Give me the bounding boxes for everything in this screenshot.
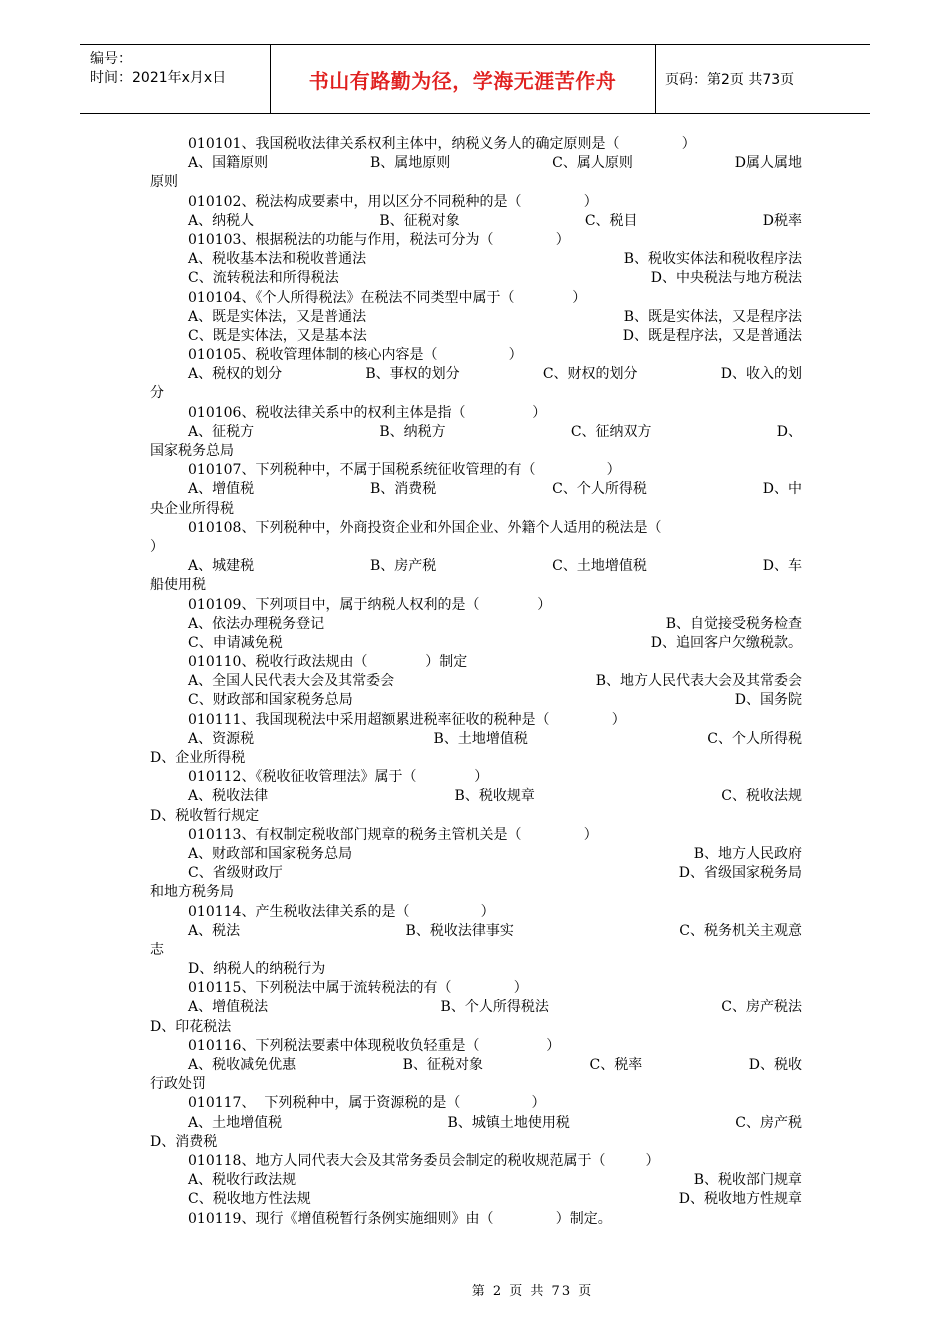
- continuation-text: 行政处罚: [150, 1076, 206, 1093]
- question-text: 010118、地方人同代表大会及其常务委员会制定的税收规范属于（ ）: [188, 1152, 660, 1169]
- header-motto: 书山有路勤为径，学海无涯苦作舟: [308, 68, 617, 93]
- option-text: A、税收法律: [188, 788, 269, 805]
- option-text: C、税率: [589, 1057, 643, 1073]
- option-text: D属人属地: [734, 155, 802, 172]
- option-row-inner: [188, 1171, 802, 1190]
- option-row: [150, 269, 802, 288]
- option-row: [150, 250, 802, 269]
- option-text: A、税法: [188, 922, 241, 939]
- option-text: B、房产税: [370, 558, 437, 575]
- option-text: A、纳税人: [188, 212, 255, 229]
- continuation-text: 央企业所得税: [150, 500, 234, 517]
- continuation-text: 分: [150, 385, 164, 402]
- option-row: [150, 308, 802, 327]
- option-text: B、税收法律事实: [405, 922, 514, 939]
- page-footer: [0, 1280, 950, 1299]
- option-row: [150, 672, 802, 691]
- option-text: A、土地增值税: [188, 1114, 283, 1131]
- question-list: [150, 135, 802, 1229]
- option-text: C、税目: [584, 212, 638, 229]
- option-text: D、: [776, 423, 802, 440]
- option-row-inner: [188, 864, 802, 883]
- option-row-inner: [188, 845, 802, 864]
- option-text: D、税收: [748, 1057, 802, 1073]
- option-text: C、申请减免税: [188, 634, 283, 651]
- option-text: D、中: [762, 481, 802, 498]
- option-row-inner: [188, 1056, 802, 1075]
- option-row-inner: [188, 365, 802, 384]
- question-text: 010102、税法构成要素中，用以区分不同税种的是（ ）: [188, 193, 598, 210]
- option-row-inner: [188, 1114, 802, 1133]
- option-row: [150, 691, 802, 710]
- option-row-inner: [188, 154, 802, 173]
- option-text: B、地方人民代表大会及其常委会: [595, 673, 802, 690]
- footer-page-number: 第 2 页 共 73 页: [471, 1284, 594, 1299]
- option-row-inner: [188, 327, 802, 346]
- option-row-inner: [188, 308, 802, 327]
- option-text: A、增值税: [188, 481, 255, 498]
- option-text: A、税收基本法和税收普通法: [188, 251, 367, 268]
- option-text: D税率: [762, 212, 802, 229]
- option-text: A、国籍原则: [188, 155, 269, 172]
- question-text: 010109、下列项目中，属于纳税人权利的是（ ）: [188, 596, 552, 613]
- option-row-inner: [188, 691, 802, 710]
- option-text: B、城镇土地使用税: [447, 1114, 570, 1131]
- question-text: 010104、《个人所得税法》在税法不同类型中属于（ ）: [188, 289, 587, 306]
- continuation-text: 国家税务总局: [150, 443, 234, 459]
- continuation-text: D、税收暂行规定: [150, 807, 260, 824]
- option-text: B、事权的划分: [365, 366, 460, 383]
- option-row: [150, 730, 802, 749]
- option-text: D、国务院: [734, 692, 802, 709]
- option-text: A、资源税: [188, 730, 255, 747]
- option-row: [150, 327, 802, 346]
- option-row-inner: [188, 998, 802, 1017]
- option-text: C、征纳双方: [570, 423, 652, 440]
- option-text: A、税收减免优惠: [188, 1057, 297, 1073]
- option-text: C、个人所得税: [707, 730, 802, 747]
- option-row-inner: [188, 730, 802, 749]
- option-row: [150, 423, 802, 442]
- option-row: [150, 998, 802, 1017]
- option-text: D、既是程序法，又是普通法: [622, 327, 802, 344]
- option-text: B、地方人民政府: [693, 845, 802, 862]
- option-text: C、属人原则: [552, 155, 633, 172]
- option-text: A、全国人民代表大会及其常委会: [188, 673, 395, 690]
- option-text: A、增值税法: [188, 999, 269, 1016]
- continuation-text: D、印花税法: [150, 1018, 232, 1035]
- question-text: 010111、我国现税法中采用超额累进税率征收的税种是（ ）: [188, 711, 626, 728]
- option-text: B、属地原则: [370, 155, 451, 172]
- option-text: B、个人所得税法: [440, 999, 549, 1016]
- option-text: C、财权的划分: [542, 366, 638, 383]
- question-text: 010114、产生税收法律关系的是（ ）: [188, 903, 495, 920]
- option-row-inner: [188, 480, 802, 499]
- option-text: A、城建税: [188, 558, 255, 575]
- header-page-info: 页码：第2页 共73页: [665, 72, 795, 88]
- question-text: 010105、税收管理体制的核心内容是（ ）: [188, 347, 523, 364]
- option-text: C、税收法规: [721, 788, 802, 805]
- option-row: [150, 1190, 802, 1209]
- option-text: B、税收规章: [454, 788, 535, 805]
- option-text: B、土地增值税: [433, 730, 528, 747]
- option-text: C、税务机关主观意: [679, 922, 802, 939]
- option-row-inner: [188, 1190, 802, 1209]
- option-row-inner: [188, 212, 802, 231]
- option-row: [150, 787, 802, 806]
- option-text: B、既是实体法，又是程序法: [623, 308, 802, 325]
- option-row-inner: [188, 672, 802, 691]
- question-text: 010106、税收法律关系中的权利主体是指（ ）: [188, 404, 547, 421]
- option-row: [150, 557, 802, 576]
- question-text: 010103、根据税法的功能与作用，税法可分为（ ）: [188, 231, 570, 248]
- question-text: 010107、下列税种中，不属于国税系统征收管理的有（ ）: [188, 462, 621, 479]
- question-text: 010113、有权制定税收部门规章的税务主管机关是（ ）: [188, 826, 598, 843]
- option-text: D、省级国家税务局: [678, 865, 802, 882]
- code-label: 编号：: [90, 51, 132, 67]
- option-text: C、土地增值税: [552, 558, 647, 575]
- option-text: D、追回客户欠缴税款。: [650, 634, 802, 651]
- continuation-text: D、纳税人的纳税行为: [188, 961, 326, 978]
- header-divider-right: [655, 44, 656, 114]
- question-text: 010117、 下列税种中，属于资源税的是（ ）: [188, 1095, 546, 1112]
- option-row: [150, 480, 802, 499]
- option-row-inner: [188, 269, 802, 288]
- question-text: 010112、《税收征收管理法》属于（ ）: [188, 769, 489, 786]
- page-header: [80, 44, 870, 114]
- option-text: D、税收地方性规章: [678, 1191, 802, 1208]
- option-text: C、税收地方性法规: [188, 1191, 311, 1208]
- option-row-inner: [188, 634, 802, 653]
- option-text: B、税收部门规章: [693, 1172, 802, 1189]
- option-row: [150, 212, 802, 231]
- question-text: 010101、我国税收法律关系权利主体中，纳税义务人的确定原则是（ ）: [188, 136, 696, 152]
- continuation-text: 志: [150, 941, 164, 958]
- option-row-inner: [188, 922, 802, 941]
- option-row: [150, 1114, 802, 1133]
- option-text: C、房产税法: [721, 999, 802, 1016]
- option-row-inner: [188, 787, 802, 806]
- question-text: 010108、下列税种中，外商投资企业和外国企业、外籍个人适用的税法是（: [188, 519, 662, 536]
- question-text: 010110、税收行政法规由（ ）制定: [188, 654, 468, 671]
- option-row: [150, 1056, 802, 1075]
- continuation-text: ）: [150, 538, 164, 555]
- option-text: C、财政部和国家税务总局: [188, 692, 353, 709]
- option-text: B、消费税: [370, 481, 437, 498]
- option-text: A、税权的划分: [188, 366, 283, 383]
- option-row: [150, 845, 802, 864]
- option-text: A、税收行政法规: [188, 1172, 297, 1189]
- option-text: B、征税对象: [379, 212, 460, 229]
- question-text: 010115、下列税法中属于流转税法的有（ ）: [188, 980, 528, 997]
- option-row: [150, 154, 802, 173]
- question-text: 010116、下列税法要素中体现税收负轻重是（ ）: [188, 1037, 561, 1054]
- option-row-inner: [188, 250, 802, 269]
- option-text: B、征税对象: [402, 1057, 483, 1073]
- option-text: D、收入的划: [720, 366, 802, 383]
- option-text: C、房产税: [735, 1114, 802, 1131]
- option-row: [150, 922, 802, 941]
- option-text: B、纳税方: [379, 423, 446, 440]
- continuation-text: 和地方税务局: [150, 884, 234, 901]
- option-row-inner: [188, 423, 802, 442]
- option-text: B、自觉接受税务检查: [665, 615, 802, 632]
- option-row: [150, 365, 802, 384]
- option-row: [150, 615, 802, 634]
- option-text: A、征税方: [188, 423, 255, 440]
- option-row-inner: [188, 557, 802, 576]
- option-text: C、既是实体法，又是基本法: [188, 327, 367, 344]
- option-row: [150, 864, 802, 883]
- continuation-text: 船使用税: [150, 577, 206, 594]
- option-text: C、个人所得税: [552, 481, 647, 498]
- question-text: 010119、现行《增值税暂行条例实施细则》由（ ）制定。: [188, 1210, 612, 1227]
- continuation-text: 原则: [150, 174, 178, 191]
- option-text: C、流转税法和所得税法: [188, 270, 339, 287]
- option-text: D、车: [762, 558, 802, 575]
- option-text: A、财政部和国家税务总局: [188, 845, 353, 862]
- option-row-inner: [188, 615, 802, 634]
- option-text: B、税收实体法和税收程序法: [623, 251, 802, 268]
- option-text: C、省级财政厅: [188, 865, 283, 882]
- option-text: A、依法办理税务登记: [188, 615, 325, 632]
- option-row: [150, 1171, 802, 1190]
- continuation-text: D、企业所得税: [150, 750, 246, 766]
- option-text: D、中央税法与地方税法: [650, 270, 802, 287]
- option-row: [150, 634, 802, 653]
- option-text: A、既是实体法，又是普通法: [188, 308, 367, 325]
- continuation-text: D、消费税: [150, 1133, 218, 1150]
- time-label: 时间：2021年x月x日: [90, 70, 227, 86]
